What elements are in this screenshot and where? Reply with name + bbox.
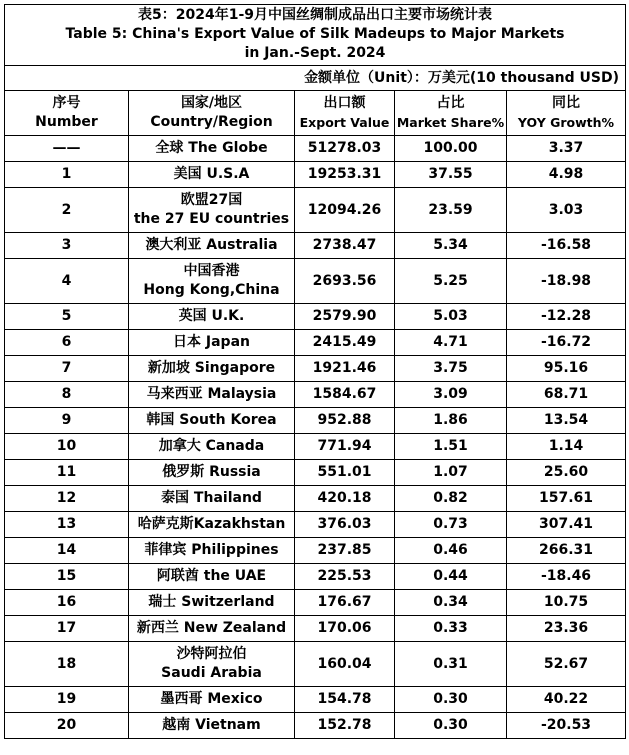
row-market-share: 0.34 [395, 590, 507, 616]
unit-label: 金额单位（Unit）：万美元(10 thousand USD) [5, 66, 626, 91]
row-country-name: 墨西哥 Mexico [160, 691, 263, 707]
title-en-line2: in Jan.-Sept. 2024 [244, 45, 386, 61]
row-export-value: 952.88 [295, 408, 395, 434]
row-country [129, 460, 295, 486]
row-export-value: 376.03 [295, 512, 395, 538]
row-export-value: 154.78 [295, 687, 395, 713]
row-number: 15 [5, 564, 129, 590]
export-table [4, 4, 626, 739]
row-export-value: 237.85 [295, 538, 395, 564]
row-country [129, 713, 295, 739]
header-market-share [395, 91, 507, 136]
table-row [5, 408, 626, 434]
row-market-share: 0.33 [395, 616, 507, 642]
row-number: 16 [5, 590, 129, 616]
row-export-value: 771.94 [295, 434, 395, 460]
table-row [5, 382, 626, 408]
row-country [129, 162, 295, 188]
row-yoy-growth: 25.60 [507, 460, 626, 486]
header-share-cn: 占比 [436, 95, 465, 111]
row-number: 12 [5, 486, 129, 512]
row-number: 18 [5, 642, 129, 687]
title-en-line1: Table 5: China's Export Value of Silk Madeups to Major Markets [65, 26, 565, 42]
row-market-share: 1.51 [395, 434, 507, 460]
row-yoy-growth: 157.61 [507, 486, 626, 512]
row-number: 3 [5, 233, 129, 259]
row-country-name: 阿联酋 the UAE [156, 568, 267, 584]
header-row [5, 91, 626, 136]
header-country [129, 91, 295, 136]
row-export-value: 420.18 [295, 486, 395, 512]
table-row [5, 590, 626, 616]
row-export-value: 1921.46 [295, 356, 395, 382]
title-cn: 表5：2024年1-9月中国丝绸制成品出口主要市场统计表 [138, 7, 492, 23]
row-export-value: 2579.90 [295, 304, 395, 330]
row-country [129, 304, 295, 330]
row-export-value: 170.06 [295, 616, 395, 642]
row-country-name: 日本 Japan [173, 334, 250, 350]
row-export-value: 19253.31 [295, 162, 395, 188]
row-country [129, 616, 295, 642]
table-row [5, 642, 626, 687]
header-number-en: Number [35, 114, 98, 130]
row-market-share: 1.86 [395, 408, 507, 434]
table-row [5, 616, 626, 642]
row-country-name: 新西兰 New Zealand [136, 620, 287, 636]
table-row [5, 136, 626, 162]
row-country-name: 瑞士 Switzerland [148, 594, 275, 610]
header-yoy-en: YOY Growth% [517, 115, 615, 130]
row-number: 8 [5, 382, 129, 408]
row-market-share: 0.46 [395, 538, 507, 564]
header-export-value [295, 91, 395, 136]
row-yoy-growth: -18.46 [507, 564, 626, 590]
row-country [129, 687, 295, 713]
row-yoy-growth: -16.58 [507, 233, 626, 259]
row-export-value: 225.53 [295, 564, 395, 590]
table-row [5, 233, 626, 259]
row-country [129, 408, 295, 434]
row-market-share: 4.71 [395, 330, 507, 356]
row-market-share: 100.00 [395, 136, 507, 162]
row-export-value: 2415.49 [295, 330, 395, 356]
row-number: 7 [5, 356, 129, 382]
row-export-value: 551.01 [295, 460, 395, 486]
header-yoy-cn: 同比 [552, 95, 580, 111]
table-row [5, 304, 626, 330]
table-row [5, 687, 626, 713]
row-country-name: 马来西亚 Malaysia [146, 386, 277, 402]
row-country [129, 486, 295, 512]
row-market-share: 37.55 [395, 162, 507, 188]
row-number: 19 [5, 687, 129, 713]
header-country-cn: 国家/地区 [180, 95, 243, 111]
row-export-value: 12094.26 [295, 188, 395, 233]
row-yoy-growth: -12.28 [507, 304, 626, 330]
row-market-share: 23.59 [395, 188, 507, 233]
row-market-share: 0.82 [395, 486, 507, 512]
row-market-share: 0.30 [395, 713, 507, 739]
row-market-share: 3.75 [395, 356, 507, 382]
row-number: 2 [5, 188, 129, 233]
row-country-name: 加拿大 Canada [158, 438, 265, 454]
table-row [5, 538, 626, 564]
row-market-share: 5.03 [395, 304, 507, 330]
row-yoy-growth: 1.14 [507, 434, 626, 460]
row-market-share: 3.09 [395, 382, 507, 408]
row-yoy-growth: 3.37 [507, 136, 626, 162]
row-yoy-growth: 10.75 [507, 590, 626, 616]
row-country-name: 英国 U.K. [178, 308, 245, 324]
row-number: 10 [5, 434, 129, 460]
row-country-name: 美国 U.S.A [173, 166, 250, 182]
row-market-share: 0.73 [395, 512, 507, 538]
row-number: 5 [5, 304, 129, 330]
row-yoy-growth: -18.98 [507, 259, 626, 304]
header-number [5, 91, 129, 136]
row-country-name-en: the 27 EU countries [133, 211, 290, 227]
row-export-value: 176.67 [295, 590, 395, 616]
row-number: 13 [5, 512, 129, 538]
table-row [5, 330, 626, 356]
row-country [129, 382, 295, 408]
header-yoy-growth [507, 91, 626, 136]
row-country-name: 新加坡 Singapore [147, 360, 276, 376]
row-yoy-growth: 68.71 [507, 382, 626, 408]
row-market-share: 0.31 [395, 642, 507, 687]
row-market-share: 0.44 [395, 564, 507, 590]
row-country-name: 全球 The Globe [155, 140, 268, 156]
row-number: 20 [5, 713, 129, 739]
row-yoy-growth: 40.22 [507, 687, 626, 713]
table-title-row [5, 5, 626, 66]
row-country-name: 俄罗斯 Russia [162, 464, 261, 480]
export-table-container [4, 4, 625, 739]
row-country [129, 233, 295, 259]
row-country [129, 188, 295, 233]
row-country-name: 越南 Vietnam [162, 717, 261, 733]
table-row [5, 434, 626, 460]
row-country-name: 韩国 South Korea [146, 412, 277, 428]
row-yoy-growth: 13.54 [507, 408, 626, 434]
table-row [5, 512, 626, 538]
row-country-name: 泰国 Thailand [161, 490, 262, 506]
row-yoy-growth: 4.98 [507, 162, 626, 188]
row-country-name-en: Hong Kong,China [143, 282, 280, 298]
table-title [5, 5, 626, 66]
row-number: 4 [5, 259, 129, 304]
row-country [129, 590, 295, 616]
row-market-share: 0.30 [395, 687, 507, 713]
row-country-name: 欧盟27国 [180, 192, 243, 208]
table-row [5, 486, 626, 512]
row-number: 17 [5, 616, 129, 642]
header-value-cn: 出口额 [323, 95, 366, 111]
table-row [5, 162, 626, 188]
row-number: 11 [5, 460, 129, 486]
row-country [129, 642, 295, 687]
row-export-value: 1584.67 [295, 382, 395, 408]
table-row [5, 564, 626, 590]
table-row [5, 356, 626, 382]
row-export-value: 152.78 [295, 713, 395, 739]
row-country-name-en: Saudi Arabia [161, 665, 262, 681]
row-country [129, 330, 295, 356]
row-yoy-growth: 266.31 [507, 538, 626, 564]
row-export-value: 160.04 [295, 642, 395, 687]
row-yoy-growth: 307.41 [507, 512, 626, 538]
row-yoy-growth: -20.53 [507, 713, 626, 739]
row-export-value: 2738.47 [295, 233, 395, 259]
row-market-share: 5.34 [395, 233, 507, 259]
table-row [5, 713, 626, 739]
row-country-name: 澳大利亚 Australia [145, 237, 278, 253]
row-country-name: 哈萨克斯Kazakhstan [137, 516, 286, 532]
row-yoy-growth: 23.36 [507, 616, 626, 642]
row-number: —— [5, 136, 129, 162]
header-share-en: Market Share% [396, 115, 505, 130]
header-country-en: Country/Region [150, 114, 273, 130]
row-number: 9 [5, 408, 129, 434]
header-value-en: Export Value [299, 115, 390, 130]
row-yoy-growth: 95.16 [507, 356, 626, 382]
table-row [5, 259, 626, 304]
row-yoy-growth: 52.67 [507, 642, 626, 687]
row-country-name: 沙特阿拉伯 [176, 646, 247, 662]
row-country [129, 356, 295, 382]
row-market-share: 1.07 [395, 460, 507, 486]
row-country-name: 菲律宾 Philippines [144, 542, 279, 558]
row-yoy-growth: -16.72 [507, 330, 626, 356]
header-number-cn: 序号 [52, 95, 81, 111]
row-country [129, 538, 295, 564]
table-row [5, 460, 626, 486]
row-export-value: 2693.56 [295, 259, 395, 304]
row-market-share: 5.25 [395, 259, 507, 304]
row-number: 1 [5, 162, 129, 188]
row-country [129, 136, 295, 162]
table-row [5, 188, 626, 233]
row-country [129, 259, 295, 304]
row-country [129, 512, 295, 538]
row-yoy-growth: 3.03 [507, 188, 626, 233]
row-country [129, 564, 295, 590]
row-export-value: 51278.03 [295, 136, 395, 162]
row-country-name: 中国香港 [183, 263, 240, 279]
row-number: 6 [5, 330, 129, 356]
row-country [129, 434, 295, 460]
unit-row [5, 66, 626, 91]
row-number: 14 [5, 538, 129, 564]
